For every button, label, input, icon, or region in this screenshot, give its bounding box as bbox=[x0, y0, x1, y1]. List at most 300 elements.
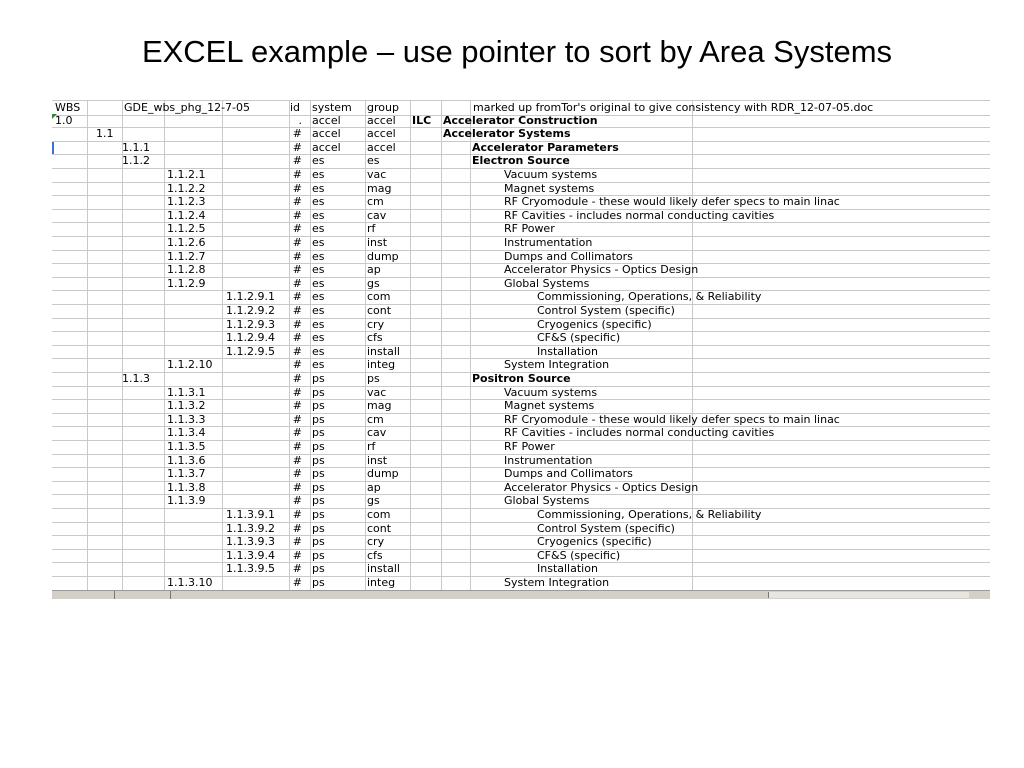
id-cell[interactable]: # bbox=[292, 467, 302, 481]
gridline bbox=[164, 522, 165, 536]
sheet-tabs[interactable] bbox=[170, 591, 771, 599]
system-cell[interactable]: ps bbox=[312, 412, 325, 426]
description-cell[interactable]: Vacuum systems bbox=[504, 385, 598, 399]
gridline bbox=[289, 481, 290, 495]
id-cell[interactable]: # bbox=[292, 480, 302, 494]
gridline bbox=[441, 114, 442, 128]
group-cell[interactable]: dump bbox=[367, 249, 399, 263]
table-row[interactable] bbox=[52, 440, 990, 455]
id-cell[interactable]: # bbox=[292, 168, 302, 181]
id-cell[interactable]: # bbox=[292, 494, 302, 508]
group-cell[interactable]: accel bbox=[367, 127, 396, 141]
wbs-number-cell[interactable]: 1.1.3.4 bbox=[167, 426, 206, 440]
system-cell[interactable]: ps bbox=[312, 576, 325, 589]
gridline bbox=[164, 277, 165, 291]
id-cell[interactable]: # bbox=[292, 344, 302, 358]
table-row[interactable] bbox=[52, 508, 990, 523]
gridline bbox=[164, 454, 165, 468]
gridline bbox=[122, 168, 123, 182]
group-cell[interactable]: cfs bbox=[367, 331, 383, 345]
wbs-number-cell[interactable]: 1.1.2.9.2 bbox=[226, 304, 275, 317]
table-row[interactable] bbox=[52, 222, 990, 237]
description-cell[interactable]: Accelerator Construction bbox=[443, 113, 598, 127]
gridline bbox=[87, 426, 88, 440]
system-cell[interactable]: es bbox=[312, 317, 325, 331]
description-cell[interactable]: Dumps and Collimators bbox=[504, 467, 633, 481]
gridline bbox=[441, 127, 442, 141]
group-cell[interactable]: gs bbox=[367, 276, 380, 290]
description-cell[interactable]: System Integration bbox=[504, 576, 610, 589]
group-cell[interactable]: mag bbox=[367, 181, 392, 195]
table-row[interactable] bbox=[52, 372, 990, 387]
id-cell[interactable]: # bbox=[292, 426, 302, 440]
description-cell[interactable]: Control System (specific) bbox=[537, 521, 675, 535]
gridline bbox=[87, 236, 88, 250]
gridline bbox=[310, 454, 311, 468]
description-cell[interactable]: Dumps and Collimators bbox=[504, 249, 633, 263]
header-file-name[interactable]: GDE_wbs_phg_12-7-05 bbox=[124, 101, 251, 114]
gridline bbox=[310, 222, 311, 236]
gridline bbox=[310, 413, 311, 427]
system-cell[interactable]: accel bbox=[312, 140, 341, 154]
gridline bbox=[87, 195, 88, 209]
description-cell[interactable]: RF Power bbox=[504, 222, 555, 236]
id-cell[interactable]: # bbox=[292, 576, 302, 589]
gridline bbox=[164, 358, 165, 372]
table-row[interactable] bbox=[52, 304, 990, 319]
id-cell[interactable]: # bbox=[292, 508, 302, 521]
description-cell[interactable]: CF&S (specific) bbox=[537, 331, 621, 345]
group-cell[interactable]: cont bbox=[367, 304, 392, 317]
gridline bbox=[410, 209, 411, 223]
gridline bbox=[289, 290, 290, 304]
gridline bbox=[222, 372, 223, 386]
wbs-number-cell[interactable]: 1.1.3 bbox=[122, 372, 150, 385]
wbs-number-cell[interactable]: 1.1.3.9.4 bbox=[226, 548, 275, 562]
gridline bbox=[441, 372, 442, 386]
gridline bbox=[289, 222, 290, 236]
system-cell[interactable]: es bbox=[312, 304, 325, 317]
gridline bbox=[470, 331, 471, 345]
description-cell[interactable]: Magnet systems bbox=[504, 181, 595, 195]
gridline bbox=[365, 562, 366, 576]
id-cell[interactable]: # bbox=[292, 372, 302, 385]
gridline bbox=[441, 277, 442, 291]
group-cell[interactable]: ap bbox=[367, 263, 381, 277]
system-cell[interactable]: ps bbox=[312, 399, 325, 413]
group-cell[interactable]: dump bbox=[367, 467, 399, 481]
gridline bbox=[692, 127, 693, 141]
id-cell[interactable]: # bbox=[292, 154, 302, 168]
wbs-number-cell[interactable]: 1.1.2.9.3 bbox=[226, 317, 275, 331]
description-cell[interactable]: Cryogenics (specific) bbox=[537, 317, 652, 331]
gridline bbox=[222, 114, 223, 128]
system-cell[interactable]: ps bbox=[312, 548, 325, 562]
system-cell[interactable]: ps bbox=[312, 453, 325, 467]
group-cell[interactable]: cav bbox=[367, 208, 387, 222]
group-cell[interactable]: cont bbox=[367, 521, 392, 535]
gridline bbox=[87, 386, 88, 400]
description-cell[interactable]: Instrumentation bbox=[504, 236, 593, 249]
system-cell[interactable]: es bbox=[312, 154, 325, 168]
table-row[interactable] bbox=[52, 195, 990, 210]
header-note[interactable]: marked up fromTor's original to give consistency with RDR_12-07-05.doc bbox=[473, 101, 874, 114]
description-cell[interactable]: RF Cavities - includes normal conducting cavities bbox=[504, 426, 775, 440]
table-row[interactable] bbox=[52, 114, 990, 129]
description-cell[interactable]: Accelerator Physics - Optics Design bbox=[504, 480, 699, 494]
gridline bbox=[122, 426, 123, 440]
wbs-number-cell[interactable]: 1.1.3.9.3 bbox=[226, 535, 275, 549]
group-cell[interactable]: gs bbox=[367, 494, 380, 508]
header-system[interactable]: system bbox=[312, 101, 352, 114]
table-row[interactable] bbox=[52, 562, 990, 577]
system-cell[interactable]: ps bbox=[312, 440, 325, 453]
system-cell[interactable]: ps bbox=[312, 535, 325, 549]
description-cell[interactable]: RF Power bbox=[504, 440, 555, 453]
wbs-number-cell[interactable]: 1.1.3.6 bbox=[167, 453, 206, 467]
wbs-number-cell[interactable]: 1.1.3.2 bbox=[167, 399, 206, 413]
gridline bbox=[410, 413, 411, 427]
horizontal-scrollbar[interactable] bbox=[768, 592, 969, 598]
table-row[interactable] bbox=[52, 236, 990, 251]
gridline bbox=[310, 304, 311, 318]
wbs-number-cell[interactable]: 1.1.2.2 bbox=[167, 181, 206, 195]
id-cell[interactable]: # bbox=[292, 358, 302, 372]
gridline bbox=[441, 413, 442, 427]
table-row[interactable] bbox=[52, 454, 990, 469]
table-row[interactable] bbox=[52, 494, 990, 509]
id-cell[interactable]: # bbox=[292, 276, 302, 290]
gridline bbox=[410, 114, 411, 128]
description-cell[interactable]: System Integration bbox=[504, 358, 610, 372]
system-cell[interactable]: es bbox=[312, 263, 325, 277]
wbs-number-cell[interactable]: 1.1.2.9.5 bbox=[226, 344, 275, 358]
system-cell[interactable]: es bbox=[312, 276, 325, 290]
id-cell[interactable]: # bbox=[292, 249, 302, 263]
system-cell[interactable]: ps bbox=[312, 480, 325, 494]
system-cell[interactable]: es bbox=[312, 358, 325, 372]
description-cell[interactable]: Electron Source bbox=[472, 154, 570, 168]
id-cell[interactable]: # bbox=[292, 208, 302, 222]
id-cell[interactable]: # bbox=[292, 331, 302, 345]
table-row[interactable] bbox=[52, 413, 990, 428]
wbs-number-cell[interactable]: 1.1.3.7 bbox=[167, 467, 206, 481]
table-row[interactable] bbox=[52, 549, 990, 564]
description-cell[interactable]: Accelerator Systems bbox=[443, 127, 571, 141]
table-row[interactable] bbox=[52, 426, 990, 441]
table-row[interactable] bbox=[52, 154, 990, 169]
gridline bbox=[441, 481, 442, 495]
group-cell[interactable]: vac bbox=[367, 385, 387, 399]
table-row[interactable] bbox=[52, 250, 990, 265]
gridline bbox=[164, 576, 165, 590]
gridline bbox=[310, 250, 311, 264]
sheet-tab-bar[interactable] bbox=[52, 590, 990, 599]
system-cell[interactable]: es bbox=[312, 181, 325, 195]
gridline bbox=[222, 426, 223, 440]
group-cell[interactable]: cry bbox=[367, 535, 385, 549]
gridline bbox=[87, 114, 88, 128]
table-row[interactable] bbox=[52, 209, 990, 224]
gridline bbox=[164, 154, 165, 168]
wbs-number-cell[interactable]: 1.1.2.1 bbox=[167, 168, 206, 181]
wbs-number-cell[interactable]: 1.1.2.3 bbox=[167, 195, 206, 209]
table-row[interactable] bbox=[52, 331, 990, 346]
description-cell[interactable]: Control System (specific) bbox=[537, 304, 675, 317]
wbs-number-cell[interactable]: 1.1.2.9.4 bbox=[226, 331, 275, 345]
description-cell[interactable]: Positron Source bbox=[472, 372, 571, 385]
gridline bbox=[470, 277, 471, 291]
table-row[interactable] bbox=[52, 481, 990, 496]
description-cell[interactable]: Commissioning, Operations, & Reliability bbox=[537, 290, 762, 304]
gridline bbox=[310, 386, 311, 400]
id-cell[interactable]: # bbox=[292, 535, 302, 549]
tab-scroll-buttons[interactable] bbox=[102, 591, 115, 599]
group-cell[interactable]: rf bbox=[367, 222, 376, 236]
spreadsheet-grid[interactable] bbox=[52, 100, 990, 598]
id-cell[interactable]: . bbox=[298, 113, 302, 127]
header-group[interactable]: group bbox=[367, 101, 399, 114]
gridline bbox=[289, 576, 290, 590]
id-cell[interactable]: # bbox=[292, 453, 302, 467]
group-cell[interactable]: inst bbox=[367, 453, 388, 467]
gridline bbox=[122, 508, 123, 522]
wbs-number-cell[interactable]: 1.1.3.8 bbox=[167, 480, 206, 494]
wbs-number-cell[interactable]: 1.1.3.9.1 bbox=[226, 508, 275, 521]
description-cell[interactable]: RF Cryomodule - these would likely defer specs to main linac bbox=[504, 412, 840, 426]
group-cell[interactable]: cav bbox=[367, 426, 387, 440]
description-cell[interactable]: Cryogenics (specific) bbox=[537, 535, 652, 549]
group-cell[interactable]: rf bbox=[367, 440, 376, 453]
group-cell[interactable]: com bbox=[367, 508, 391, 521]
description-cell[interactable]: Magnet systems bbox=[504, 399, 595, 413]
wbs-number-cell[interactable]: 1.1.2.10 bbox=[167, 358, 213, 372]
wbs-number-cell[interactable]: 1.1.3.9 bbox=[167, 494, 206, 508]
id-cell[interactable]: # bbox=[292, 290, 302, 304]
gridline bbox=[410, 372, 411, 386]
gridline bbox=[365, 168, 366, 182]
id-cell[interactable]: # bbox=[292, 440, 302, 453]
table-row[interactable] bbox=[52, 467, 990, 482]
id-cell[interactable]: # bbox=[292, 263, 302, 277]
system-cell[interactable]: es bbox=[312, 168, 325, 181]
group-cell[interactable]: inst bbox=[367, 236, 388, 249]
id-cell[interactable]: # bbox=[292, 127, 302, 141]
gridline bbox=[441, 263, 442, 277]
group-cell[interactable]: accel bbox=[367, 113, 396, 127]
system-cell[interactable]: es bbox=[312, 249, 325, 263]
wbs-number-cell[interactable]: 1.1.3.1 bbox=[167, 385, 206, 399]
gridline bbox=[470, 141, 471, 155]
gridline bbox=[365, 195, 366, 209]
system-cell[interactable]: accel bbox=[312, 127, 341, 141]
wbs-number-cell[interactable]: 1.1.2.8 bbox=[167, 263, 206, 277]
gridline bbox=[310, 399, 311, 413]
table-row[interactable] bbox=[52, 535, 990, 550]
description-cell[interactable]: Accelerator Physics - Optics Design bbox=[504, 263, 699, 277]
table-row[interactable] bbox=[52, 318, 990, 333]
table-row[interactable] bbox=[52, 576, 990, 591]
system-cell[interactable]: ps bbox=[312, 494, 325, 508]
gridline bbox=[122, 522, 123, 536]
table-row[interactable] bbox=[52, 277, 990, 292]
gridline bbox=[164, 114, 165, 128]
group-cell[interactable]: cm bbox=[367, 195, 384, 209]
system-cell[interactable]: ps bbox=[312, 521, 325, 535]
header-id[interactable]: id bbox=[290, 101, 301, 114]
id-cell[interactable]: # bbox=[292, 317, 302, 331]
wbs-number-cell[interactable]: 1.1.3.9.2 bbox=[226, 521, 275, 535]
group-cell[interactable]: integ bbox=[367, 358, 396, 372]
system-cell[interactable]: ps bbox=[312, 562, 325, 576]
group-cell[interactable]: install bbox=[367, 344, 400, 358]
table-row[interactable] bbox=[52, 168, 990, 183]
id-cell[interactable]: # bbox=[292, 236, 302, 249]
id-cell[interactable]: # bbox=[292, 195, 302, 209]
id-cell[interactable]: # bbox=[292, 412, 302, 426]
wbs-number-cell[interactable]: 1.0 bbox=[55, 113, 73, 127]
gridline bbox=[289, 413, 290, 427]
group-cell[interactable]: cry bbox=[367, 317, 385, 331]
table-row[interactable] bbox=[52, 141, 990, 156]
gridline bbox=[222, 399, 223, 413]
wbs-number-cell[interactable]: 1.1.3.3 bbox=[167, 412, 206, 426]
system-cell[interactable]: es bbox=[312, 236, 325, 249]
wbs-number-cell[interactable]: 1.1.2.4 bbox=[167, 208, 206, 222]
prefix-cell[interactable]: ILC bbox=[412, 113, 432, 127]
group-cell[interactable]: vac bbox=[367, 168, 387, 181]
gridline bbox=[164, 331, 165, 345]
gridline bbox=[164, 440, 165, 454]
gridline bbox=[365, 141, 366, 155]
gridline bbox=[441, 440, 442, 454]
gridline bbox=[122, 481, 123, 495]
gridline bbox=[289, 195, 290, 209]
wbs-number-cell[interactable]: 1.1.2.5 bbox=[167, 222, 206, 236]
gridline bbox=[122, 562, 123, 576]
gridline bbox=[441, 209, 442, 223]
group-cell[interactable]: ap bbox=[367, 480, 381, 494]
gridline bbox=[87, 345, 88, 359]
gridline bbox=[222, 562, 223, 576]
gridline bbox=[164, 168, 165, 182]
table-row[interactable] bbox=[52, 127, 990, 142]
system-cell[interactable]: ps bbox=[312, 508, 325, 521]
wbs-number-cell[interactable]: 1.1.2.9 bbox=[167, 276, 206, 290]
gridline bbox=[692, 399, 693, 413]
description-cell[interactable]: CF&S (specific) bbox=[537, 548, 621, 562]
table-row[interactable] bbox=[52, 522, 990, 537]
system-cell[interactable]: ps bbox=[312, 426, 325, 440]
id-cell[interactable]: # bbox=[292, 140, 302, 154]
description-cell[interactable]: Accelerator Parameters bbox=[472, 140, 619, 154]
gridline bbox=[692, 358, 693, 372]
gridline bbox=[441, 222, 442, 236]
group-cell[interactable]: accel bbox=[367, 140, 396, 154]
wbs-number-cell[interactable]: 1.1.2.7 bbox=[167, 249, 206, 263]
wbs-number-cell[interactable]: 1.1.3.10 bbox=[167, 576, 213, 589]
description-cell[interactable]: RF Cavities - includes normal conducting cavities bbox=[504, 208, 775, 222]
group-cell[interactable]: install bbox=[367, 562, 400, 576]
description-cell[interactable]: Installation bbox=[537, 562, 598, 576]
wbs-number-cell[interactable]: 1.1.2.6 bbox=[167, 236, 206, 249]
id-cell[interactable]: # bbox=[292, 548, 302, 562]
system-cell[interactable]: ps bbox=[312, 467, 325, 481]
system-cell[interactable]: es bbox=[312, 331, 325, 345]
description-cell[interactable]: Global Systems bbox=[504, 494, 590, 508]
description-cell[interactable]: Installation bbox=[537, 344, 598, 358]
gridline bbox=[470, 549, 471, 563]
selection-marker bbox=[52, 142, 54, 154]
table-row[interactable] bbox=[52, 290, 990, 305]
system-cell[interactable]: es bbox=[312, 208, 325, 222]
gridline bbox=[164, 399, 165, 413]
gridline bbox=[692, 304, 693, 318]
wbs-number-cell[interactable]: 1.1.3.5 bbox=[167, 440, 206, 453]
table-row[interactable] bbox=[52, 358, 990, 373]
system-cell[interactable]: es bbox=[312, 344, 325, 358]
system-cell[interactable]: es bbox=[312, 195, 325, 209]
description-cell[interactable]: Instrumentation bbox=[504, 453, 593, 467]
system-cell[interactable]: ps bbox=[312, 385, 325, 399]
gridline bbox=[222, 277, 223, 291]
gridline bbox=[289, 345, 290, 359]
id-cell[interactable]: # bbox=[292, 385, 302, 399]
system-cell[interactable]: es bbox=[312, 222, 325, 236]
system-cell[interactable]: ps bbox=[312, 372, 325, 385]
gridline bbox=[222, 195, 223, 209]
group-cell[interactable]: es bbox=[367, 154, 380, 168]
wbs-number-cell[interactable]: 1.1.3.9.5 bbox=[226, 562, 275, 576]
group-cell[interactable]: com bbox=[367, 290, 391, 304]
id-cell[interactable]: # bbox=[292, 181, 302, 195]
group-cell[interactable]: ps bbox=[367, 372, 380, 385]
id-cell[interactable]: # bbox=[292, 562, 302, 576]
system-cell[interactable]: es bbox=[312, 290, 325, 304]
group-cell[interactable]: cfs bbox=[367, 548, 383, 562]
table-row[interactable] bbox=[52, 399, 990, 414]
description-cell[interactable]: Global Systems bbox=[504, 276, 590, 290]
table-row[interactable] bbox=[52, 345, 990, 360]
description-cell[interactable]: Commissioning, Operations, & Reliability bbox=[537, 508, 762, 521]
table-row[interactable] bbox=[52, 386, 990, 401]
wbs-number-cell[interactable]: 1.1.2 bbox=[122, 154, 150, 168]
group-cell[interactable]: mag bbox=[367, 399, 392, 413]
slide-title: EXCEL example – use pointer to sort by Area Systems bbox=[141, 34, 893, 69]
group-cell[interactable]: cm bbox=[367, 412, 384, 426]
wbs-number-cell[interactable]: 1.1 bbox=[96, 127, 114, 141]
id-cell[interactable]: # bbox=[292, 304, 302, 317]
group-cell[interactable]: integ bbox=[367, 576, 396, 589]
description-cell[interactable]: RF Cryomodule - these would likely defer specs to main linac bbox=[504, 195, 840, 209]
table-row[interactable] bbox=[52, 182, 990, 197]
table-row[interactable] bbox=[52, 263, 990, 278]
id-cell[interactable]: # bbox=[292, 399, 302, 413]
gridline bbox=[410, 454, 411, 468]
gridline bbox=[222, 494, 223, 508]
id-cell[interactable]: # bbox=[292, 222, 302, 236]
system-cell[interactable]: accel bbox=[312, 113, 341, 127]
gridline bbox=[470, 222, 471, 236]
gridline bbox=[289, 399, 290, 413]
wbs-number-cell[interactable]: 1.1.2.9.1 bbox=[226, 290, 275, 304]
wbs-number-cell[interactable]: 1.1.1 bbox=[122, 140, 150, 154]
description-cell[interactable]: Vacuum systems bbox=[504, 168, 598, 181]
id-cell[interactable]: # bbox=[292, 521, 302, 535]
gridline bbox=[410, 481, 411, 495]
gridline bbox=[310, 263, 311, 277]
header-wbs[interactable]: WBS bbox=[55, 101, 81, 114]
